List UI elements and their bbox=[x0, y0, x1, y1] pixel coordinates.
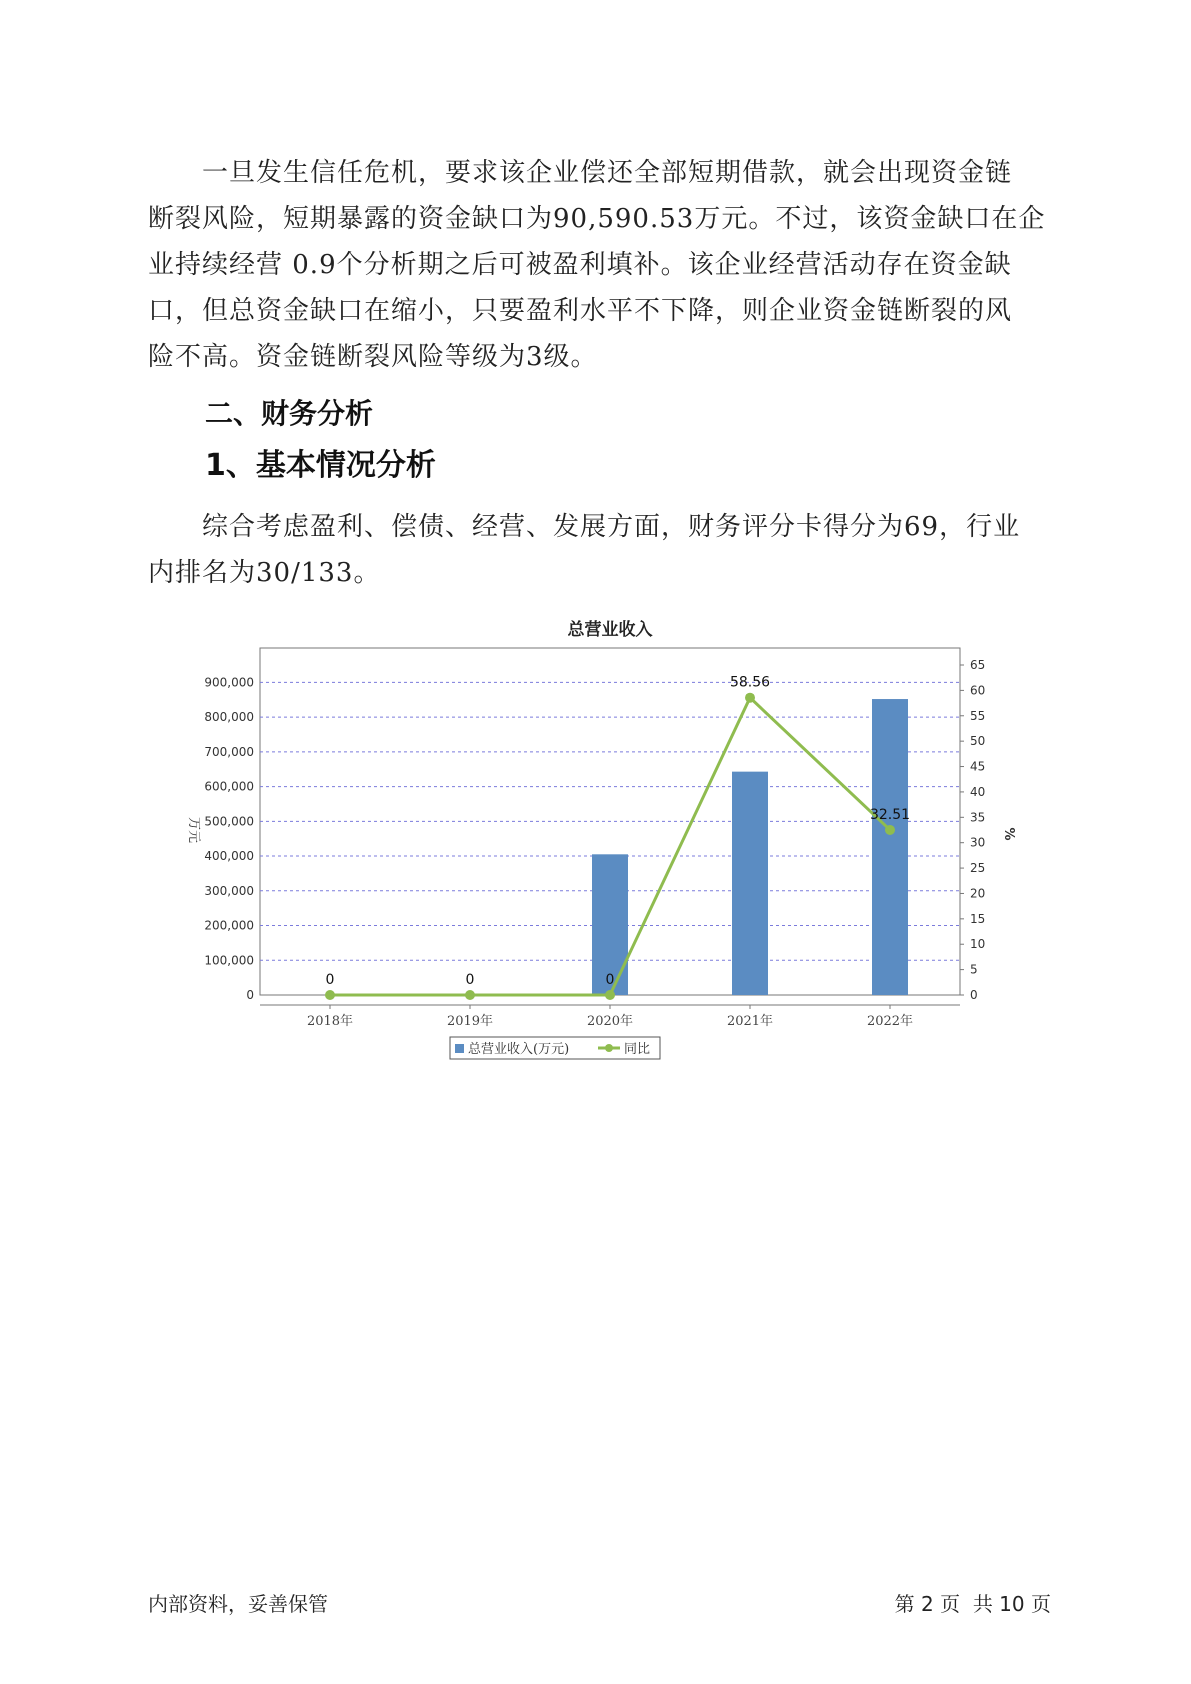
y-tick-label: 800,000 bbox=[204, 710, 254, 725]
paragraph-line: 业持续经营 0.9个分析期之后可被盈利填补。该企业经营活动存在资金缺 bbox=[148, 250, 1012, 280]
y-tick-label: 200,000 bbox=[204, 918, 254, 933]
paragraph-score bbox=[148, 504, 1048, 596]
footer-confidential: 内部资料，妥善保管 bbox=[148, 1592, 328, 1616]
y2-tick-label: 25 bbox=[970, 861, 986, 876]
y2-tick-label: 5 bbox=[970, 962, 978, 977]
paragraph-line: 断裂风险，短期暴露的资金缺口为90,590.53万元。不过，该资金缺口在企 bbox=[148, 204, 1046, 234]
subsection-heading: 1、基本情况分析 bbox=[205, 448, 436, 483]
point-yoy bbox=[605, 990, 615, 1000]
y-tick-label: 600,000 bbox=[204, 779, 254, 794]
legend-label-yoy: 同比 bbox=[624, 1042, 651, 1057]
y-axis-label: 万元 bbox=[186, 816, 201, 844]
data-label-yoy: 58.56 bbox=[729, 674, 771, 691]
y-tick-label: 500,000 bbox=[204, 814, 254, 829]
chart-canvas bbox=[175, 615, 1016, 1075]
y2-tick-label: 40 bbox=[970, 784, 986, 799]
y-tick-label: 700,000 bbox=[204, 744, 254, 759]
data-label-yoy: 0 bbox=[325, 972, 335, 988]
data-label-yoy: 0 bbox=[605, 972, 615, 988]
y-tick-label: 900,000 bbox=[204, 675, 254, 690]
y2-tick-label: 35 bbox=[970, 810, 986, 825]
point-yoy bbox=[325, 990, 335, 1000]
bar-revenue bbox=[869, 699, 911, 995]
paragraph-funding-risk bbox=[148, 150, 1048, 380]
y2-axis-label: % bbox=[1001, 827, 1016, 841]
bar-revenue bbox=[732, 772, 768, 995]
section-heading: 二、财务分析 bbox=[205, 397, 374, 430]
y-tick-label: 100,000 bbox=[204, 953, 254, 968]
y2-tick-label: 50 bbox=[970, 734, 986, 749]
y-tick-label: 300,000 bbox=[204, 883, 254, 898]
y2-tick-label: 60 bbox=[970, 683, 986, 698]
data-label-yoy: 0 bbox=[465, 972, 475, 988]
paragraph-line: 口，但总资金缺口在缩小，只要盈利水平不下降，则企业资金链断裂的风 bbox=[148, 296, 1013, 326]
footer-page-number: 第 2 页 共 10 页 bbox=[894, 1592, 1051, 1616]
legend-label-revenue: 总营业收入(万元) bbox=[468, 1042, 570, 1057]
paragraph-line: 险不高。资金链断裂风险等级为3级。 bbox=[148, 342, 598, 372]
x-tick-label: 2018年 bbox=[306, 1014, 354, 1029]
point-yoy bbox=[745, 693, 755, 703]
legend-marker-yoy bbox=[605, 1044, 613, 1052]
y2-tick-label: 15 bbox=[970, 911, 986, 926]
x-tick-label: 2019年 bbox=[446, 1014, 494, 1029]
point-yoy bbox=[465, 990, 475, 1000]
y2-tick-label: 20 bbox=[970, 886, 986, 901]
x-tick-label: 2022年 bbox=[866, 1014, 914, 1029]
y2-tick-label: 30 bbox=[970, 835, 986, 850]
y-tick-label: 400,000 bbox=[204, 849, 254, 864]
y2-tick-label: 45 bbox=[970, 759, 986, 774]
paragraph-line: 内排名为30/133。 bbox=[148, 558, 381, 588]
x-tick-label: 2020年 bbox=[586, 1014, 634, 1029]
y2-tick-label: 0 bbox=[970, 988, 978, 1002]
paragraph-line: 综合考虑盈利、偿债、经营、发展方面，财务评分卡得分为69，行业 bbox=[202, 512, 1021, 542]
paragraph-line: 一旦发生信任危机，要求该企业偿还全部短期借款，就会出现资金链 bbox=[202, 158, 1013, 188]
y2-tick-label: 55 bbox=[970, 708, 986, 723]
data-label-yoy: 32.51 bbox=[869, 806, 911, 823]
legend-swatch-revenue bbox=[455, 1044, 464, 1053]
point-yoy bbox=[885, 825, 895, 835]
chart-title: 总营业收入 bbox=[567, 620, 653, 640]
x-tick-label: 2021年 bbox=[726, 1014, 774, 1029]
y2-tick-label: 10 bbox=[970, 937, 986, 952]
revenue-chart bbox=[175, 615, 1016, 1075]
y2-tick-label: 65 bbox=[970, 658, 986, 672]
y-tick-label: 0 bbox=[246, 988, 254, 1002]
